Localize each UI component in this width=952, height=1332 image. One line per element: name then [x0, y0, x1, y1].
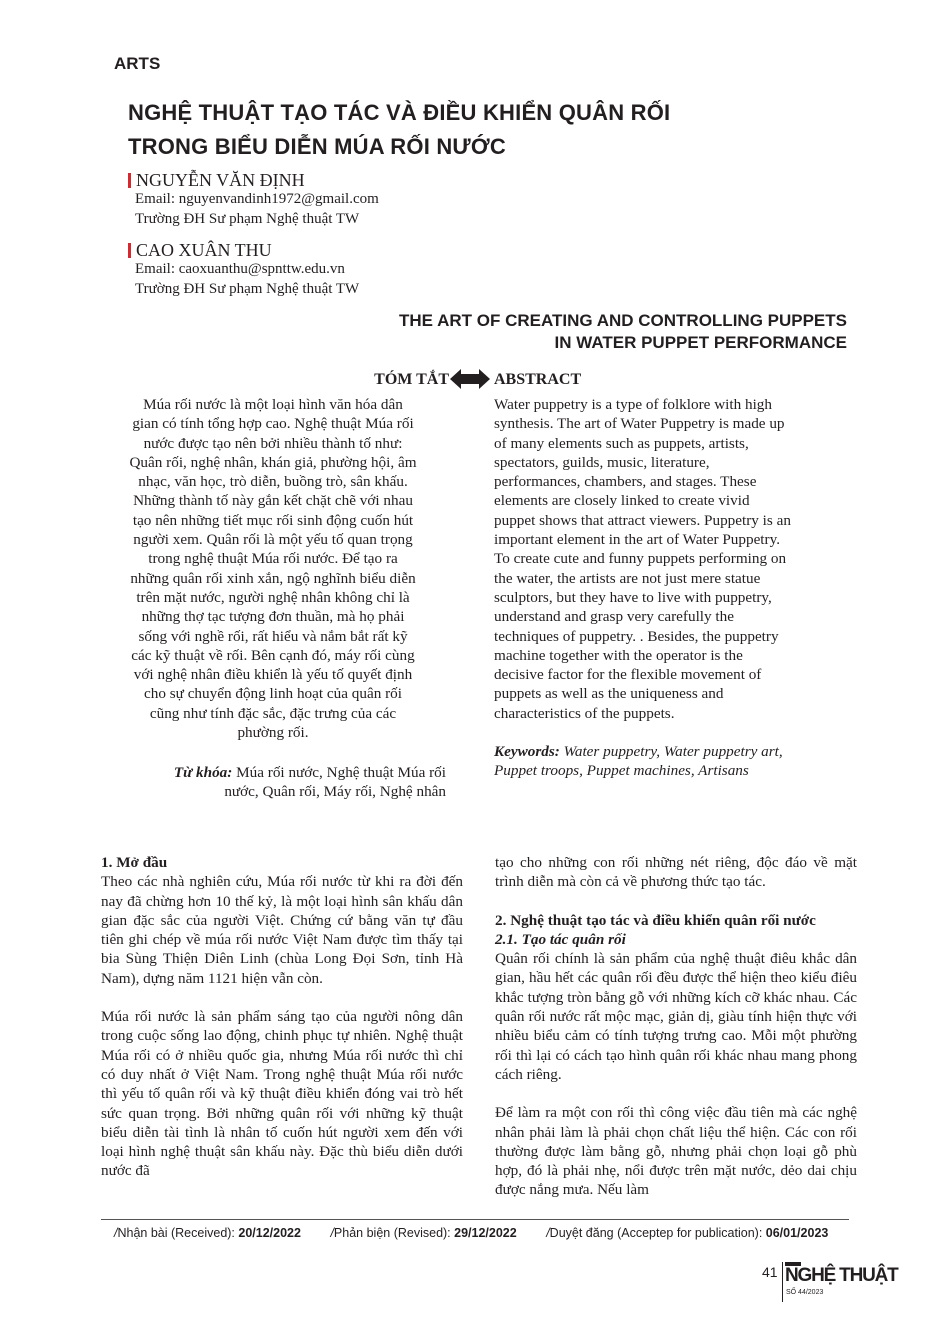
body-column-right [495, 853, 857, 1200]
body-paragraph: Theo các nhà nghiên cứu, Múa rối nước từ khi ra đời đến nay đã chừng hơn 10 thế kỷ, là một loại hình sân khấu dân gian đặc sắc của người Việt. Chứng cứ bằng văn tự đầu tiên ghi chép về múa rối nước Việt Nam được tìm thấy tại bia Sùng Thiện Diên Linh (chùa Long Đọi Sơn, tỉnh Hà Nam), dựng năm 1121 hiện vẫn còn. [101, 873, 463, 987]
tom-tat-line: nước được tạo nên bởi nhiều thành tố như: [143, 434, 403, 452]
abstract-line: the water, the artists are not just mere statue [494, 569, 761, 587]
author-affiliation: Trường ĐH Sư phạm Nghệ thuật TW [135, 211, 360, 227]
magazine-name: NGHỆ THUẬT [785, 1265, 898, 1286]
keywords-vn-line2: nước, Quân rối, Máy rối, Nghệ nhân [224, 783, 446, 801]
abstract-line: machine together with the operator is the [494, 646, 743, 664]
abstract-line: techniques of puppetry. . Besides, the puppetry [494, 627, 779, 645]
author-email: Email: nguyenvandinh1972@gmail.com [135, 191, 379, 207]
article-title-en-line2: IN WATER PUPPET PERFORMANCE [554, 333, 847, 352]
abstract-line: synthesis. The art of Water Puppetry is made up [494, 415, 785, 433]
keywords-vn-line1: Múa rối nước, Nghệ thuật Múa rối [236, 764, 446, 781]
tom-tat-line: với nghệ nhân điều khiển là yếu tố quyết định [133, 666, 413, 684]
subsection-heading-2-1: 2.1. Tạo tác quân rối [495, 930, 626, 948]
article-title-en-line1: THE ART OF CREATING AND CONTROLLING PUPPETS [399, 311, 847, 330]
page-number: 41 [762, 1264, 778, 1280]
body-column-left [101, 853, 463, 1181]
body-paragraph: Quân rối chính là sản phẩm của nghệ thuật điêu khắc dân gian, hầu hết các quân rối đều được thể hiện theo kiểu điêu khắc tượng tròn bằng gỗ với những kích cỡ khác nhau. Các quân rối nước rất mộc mạc, giản dị, giàu tính hiện thực với nhiều biểu cảm có tính tượng trưng cao. Mỗi một phường rối thì lại có cách tạo hình quân rối khác nhau mang phong cách riêng. [495, 950, 857, 1083]
revised-date: 29/12/2022 [454, 1226, 517, 1240]
tom-tat-line: người xem. Quân rối là một yếu tố quan trọng [133, 531, 413, 549]
tom-tat-line: các kỹ thuật về rối. Bên cạnh đó, máy rối cùng [131, 646, 415, 664]
abstract-line: decisive factor for the flexible movement of [494, 666, 762, 684]
body-paragraph: Để làm ra một con rối thì công việc đầu tiên mà các nghệ nhân phải làm là phải chọn chất liệu thể hiện. Các con rối thường được làm bằng gỗ, nhưng phải chọn loại gỗ phù hợp, đó là phải nhẹ, nổi được trên mặt nước, dẻo dai chịu được nắng mưa. Nếu làm [495, 1104, 857, 1199]
tom-tat-text [100, 395, 446, 742]
accepted-date: 06/01/2023 [765, 1226, 829, 1240]
author-marker [128, 173, 131, 188]
abstract-line: performances, chambers, and stages. These [494, 473, 757, 491]
abstract-line: To create cute and funny puppets performing on [494, 550, 787, 568]
section-label: ARTS [114, 54, 161, 73]
abstract-line: characteristics of the puppets. [494, 704, 675, 722]
tom-tat-line: Những thành tố này gắn kết chặt chẽ với nhau [133, 492, 413, 510]
tom-tat-line: trong nghệ thuật Múa rối nước. Để tạo ra [148, 550, 398, 568]
abstract-line: elements are closely linked to create vivid [494, 492, 750, 510]
received-date: 20/12/2022 [238, 1226, 301, 1240]
tom-tat-line: tạo nên những tiết mục rối sinh động cuốn hút [132, 511, 414, 529]
keywords-en-label: Keywords: [494, 743, 560, 760]
keywords-en-line2: Puppet troops, Puppet machines, Artisans [494, 762, 749, 780]
article-title-vn-line2: TRONG BIỂU DIỄN MÚA RỐI NƯỚC [128, 134, 506, 159]
body-paragraph: tạo cho những con rối những nét riêng, độc đáo về mặt trình diễn mà còn cả về phương thức tạo tác. [495, 854, 857, 891]
revised-info: /Phản biện (Revised): 29/12/2022 [330, 1226, 517, 1240]
tom-tat-heading: TÓM TẮT [374, 371, 449, 388]
keywords-en-line1: Water puppetry, Water puppetry art, [563, 743, 783, 760]
abstract-line: puppets as well as the uniqueness and [494, 685, 724, 703]
tom-tat-line: những quân rối xinh xắn, ngộ nghĩnh biểu diễn [130, 569, 416, 587]
tom-tat-line: Múa rối nước là một loại hình văn hóa dân [143, 396, 403, 413]
tom-tat-line: gian có tính tổng hợp cao. Nghệ thuật Múa rối [132, 415, 414, 433]
keywords-en [494, 742, 842, 781]
issue-number: SỐ 44/2023 [786, 1289, 824, 1296]
abstract-text [494, 395, 842, 723]
abstract-line: understand and grasp very carefully the [494, 608, 734, 626]
abstract-line: of many elements such as puppets, artists, [494, 434, 749, 452]
body-paragraph: Múa rối nước là sản phẩm sáng tạo của người nông dân trong cuộc sống lao động, chinh phục tự nhiên. Nghệ thuật Múa rối có ở nhiều quốc gia, nhưng Múa rối nước thì chỉ có duy nhất ở Việt Nam. Trong nghệ thuật Múa rối nước thì yếu tố quân rối và kỹ thuật điều khiển đóng vai trò hết sức quan trọng. Bởi những quân rối với những kỹ thuật biểu diễn tài tình là nhân tố cuốn hút người xem đến với loại hình nghệ thuật sân khấu này. Đặc thù biểu diễn dưới nước đã [101, 1008, 463, 1180]
abstract-line: sculptors, but they have to live with puppetry, [494, 588, 772, 606]
abstract-line: Water puppetry is a type of folklore with high [494, 396, 772, 413]
footer-dates [114, 1226, 854, 1240]
keywords-vn-label: Từ khóa: [173, 764, 233, 781]
received-info: /Nhận bài (Received): 20/12/2022 [114, 1226, 301, 1240]
tom-tat-line: Quân rối, nghệ nhân, khán giả, phường hội, âm [129, 453, 417, 471]
author-name: CAO XUÂN THU [136, 240, 272, 260]
tom-tat-line: những thợ tạc tượng đơn thuần, mà họ phải [141, 608, 405, 626]
abstract-line: important element in the art of Water Puppetry. [494, 531, 780, 549]
footer-divider [101, 1219, 849, 1220]
tom-tat-line: phường rối. [237, 724, 309, 742]
tom-tat-line: nhạc, văn học, trò diễn, buồng trò, sân khấu. [138, 473, 408, 491]
section-heading-2: 2. Nghệ thuật tạo tác và điều khiển quân rối nước [495, 911, 816, 929]
author-affiliation: Trường ĐH Sư phạm Nghệ thuật TW [135, 281, 360, 297]
tom-tat-line: cũng như tính đặc sắc, đặc trưng của các [149, 704, 397, 722]
author-email: Email: caoxuanthu@spnttw.edu.vn [135, 261, 345, 277]
author-name: NGUYỄN VĂN ĐỊNH [136, 170, 305, 190]
abstract-line: puppet shows that attract viewers. Puppetry is an [494, 511, 791, 529]
accepted-info: /Duyệt đăng (Acceptep for publication): 06/01/2023 [546, 1226, 829, 1240]
tom-tat-line: trên mặt nước, người nghệ nhân không chỉ là [136, 588, 410, 606]
tom-tat-line: cho sự chuyển động linh hoạt của quân rối [144, 685, 402, 703]
article-title-vn-line1: NGHỆ THUẬT TẠO TÁC VÀ ĐIỀU KHIỂN QUÂN RỐI [128, 100, 671, 125]
section-heading-intro: 1. Mở đầu [101, 854, 168, 871]
magazine-logo [782, 1262, 898, 1302]
tom-tat-line: sống với nghề rối, rất hiểu và nắm bắt rất kỹ [138, 627, 408, 645]
double-arrow-icon [450, 368, 490, 390]
abstract-heading: ABSTRACT [494, 371, 582, 388]
keywords-vn [100, 763, 446, 802]
author-marker [128, 243, 131, 258]
abstract-line: spectators, guilds, music, literature, [494, 453, 710, 471]
